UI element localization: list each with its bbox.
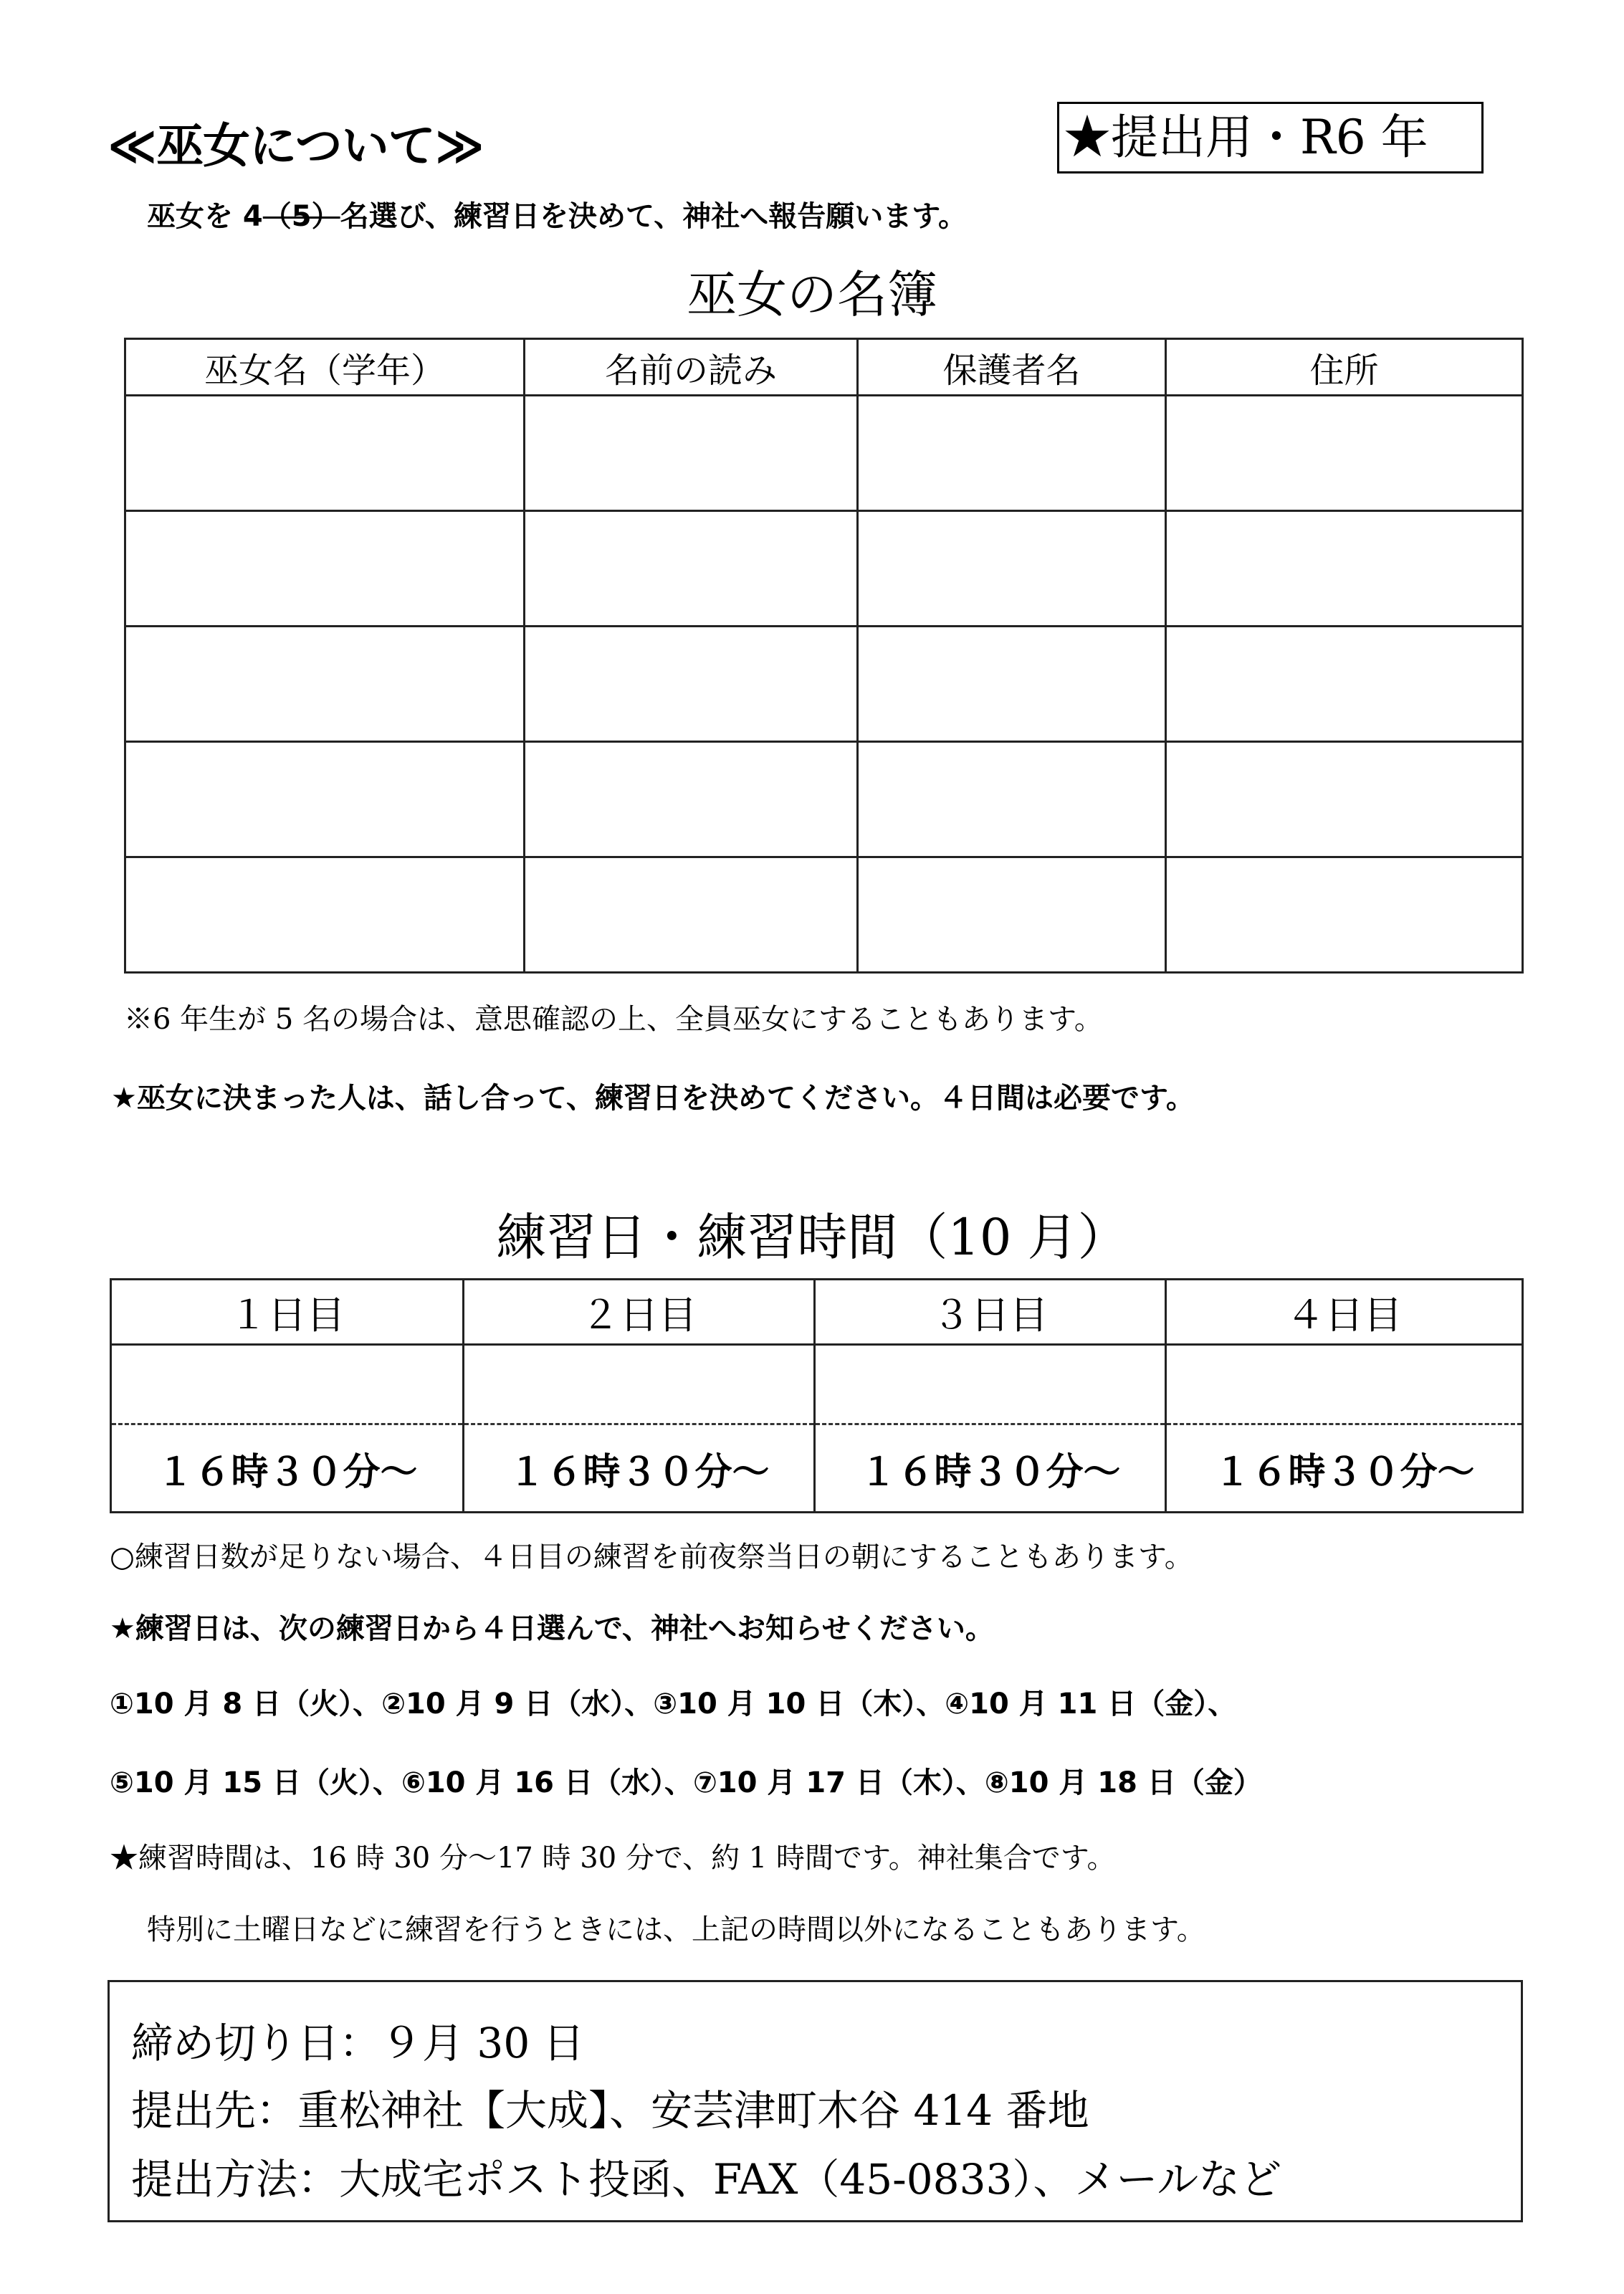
roster-table <box>124 338 1524 974</box>
roster-cell-name[interactable] <box>125 627 525 742</box>
roster-col-address: 住所 <box>1166 339 1523 396</box>
practice-time-cell: １６時３０分～ <box>1166 1424 1523 1513</box>
practice-date-row <box>111 1345 1523 1424</box>
roster-cell-name[interactable] <box>125 857 525 973</box>
note-decide-practice: ★巫女に決まった人は、話し合って、練習日を決めてください。４日間は必要です。 <box>111 1082 1195 1115</box>
intro-prefix: 巫女を 4 <box>147 200 263 233</box>
roster-row <box>125 511 1523 627</box>
roster-header-row <box>125 339 1523 396</box>
roster-cell-guardian[interactable] <box>858 742 1166 857</box>
roster-cell-address[interactable] <box>1166 742 1523 857</box>
practice-col-day4: ４日目 <box>1166 1280 1523 1345</box>
intro-suffix: 名選び、練習日を決めて、神社へ報告願います。 <box>340 200 968 233</box>
practice-date-cell[interactable] <box>1166 1345 1523 1424</box>
roster-row <box>125 857 1523 973</box>
roster-cell-guardian[interactable] <box>858 627 1166 742</box>
roster-cell-reading[interactable] <box>525 742 858 857</box>
note-special-practice: 特別に土曜日などに練習を行うときには、上記の時間以外になることもあります。 <box>147 1913 1205 1946</box>
note-six-graders: ※6 年生が 5 名の場合は、意思確認の上、全員巫女にすることもあります。 <box>124 1003 1103 1036</box>
deadline-text: 締め切り日：９月 30 日 <box>131 2019 585 2067</box>
roster-col-reading: 名前の読み <box>525 339 858 396</box>
candidate-dates-line-1: ①10 月 8 日（火）、②10 月 9 日（水）、③10 月 10 日（木）、④10 月 11 日（金）、 <box>110 1688 1237 1720</box>
note-practice-time: ★練習時間は、16 時 30 分～17 時 30 分で、約 1 時間です。神社集合です。 <box>110 1842 1116 1875</box>
candidate-dates-line-2: ⑤10 月 15 日（火）、⑥10 月 16 日（水）、⑦10 月 17 日（木）、⑧10 月 18 日（金） <box>110 1766 1262 1799</box>
practice-date-cell[interactable] <box>464 1345 815 1424</box>
roster-cell-address[interactable] <box>1166 857 1523 973</box>
roster-cell-guardian[interactable] <box>858 857 1166 973</box>
roster-col-name: 巫女名（学年） <box>125 339 525 396</box>
roster-cell-address[interactable] <box>1166 396 1523 511</box>
practice-header-row <box>111 1280 1523 1345</box>
practice-col-day2: ２日目 <box>464 1280 815 1345</box>
roster-cell-reading[interactable] <box>525 396 858 511</box>
roster-cell-name[interactable] <box>125 396 525 511</box>
roster-cell-name[interactable] <box>125 511 525 627</box>
page-title: ≪巫女について≫ <box>108 118 484 173</box>
practice-col-day1: １日目 <box>111 1280 464 1345</box>
intro-instruction <box>147 194 967 234</box>
roster-col-guardian: 保護者名 <box>858 339 1166 396</box>
roster-cell-guardian[interactable] <box>858 396 1166 511</box>
practice-table <box>110 1278 1524 1513</box>
practice-time-row <box>111 1424 1523 1513</box>
submission-method: 提出方法：大成宅ポスト投函、FAX（45-0833）、メールなど <box>131 2155 1282 2204</box>
submission-badge: ★提出用・R6 年 <box>1057 102 1484 173</box>
roster-title: 巫女の名簿 <box>687 265 937 324</box>
note-shortage: ○練習日数が足りない場合、４日目の練習を前夜祭当日の朝にすることもあります。 <box>110 1541 1193 1574</box>
roster-cell-guardian[interactable] <box>858 511 1166 627</box>
roster-cell-reading[interactable] <box>525 857 858 973</box>
note-choose-days: ★練習日は、次の練習日から４日選んで、神社へお知らせください。 <box>110 1612 994 1645</box>
roster-row <box>125 627 1523 742</box>
submission-destination: 提出先：重松神社【大成】、安芸津町木谷 414 番地 <box>131 2086 1089 2135</box>
roster-cell-reading[interactable] <box>525 511 858 627</box>
practice-time-cell: １６時３０分～ <box>111 1424 464 1513</box>
practice-col-day3: ３日目 <box>815 1280 1166 1345</box>
roster-cell-address[interactable] <box>1166 627 1523 742</box>
roster-row <box>125 396 1523 511</box>
practice-date-cell[interactable] <box>111 1345 464 1424</box>
practice-date-cell[interactable] <box>815 1345 1166 1424</box>
roster-cell-name[interactable] <box>125 742 525 857</box>
submission-info-box <box>108 1980 1523 2222</box>
practice-title: 練習日・練習時間（10 月） <box>496 1208 1128 1267</box>
intro-struck-count: （5） <box>262 200 340 233</box>
roster-cell-address[interactable] <box>1166 511 1523 627</box>
practice-time-cell: １６時３０分～ <box>815 1424 1166 1513</box>
practice-time-cell: １６時３０分～ <box>464 1424 815 1513</box>
roster-cell-reading[interactable] <box>525 627 858 742</box>
roster-row <box>125 742 1523 857</box>
